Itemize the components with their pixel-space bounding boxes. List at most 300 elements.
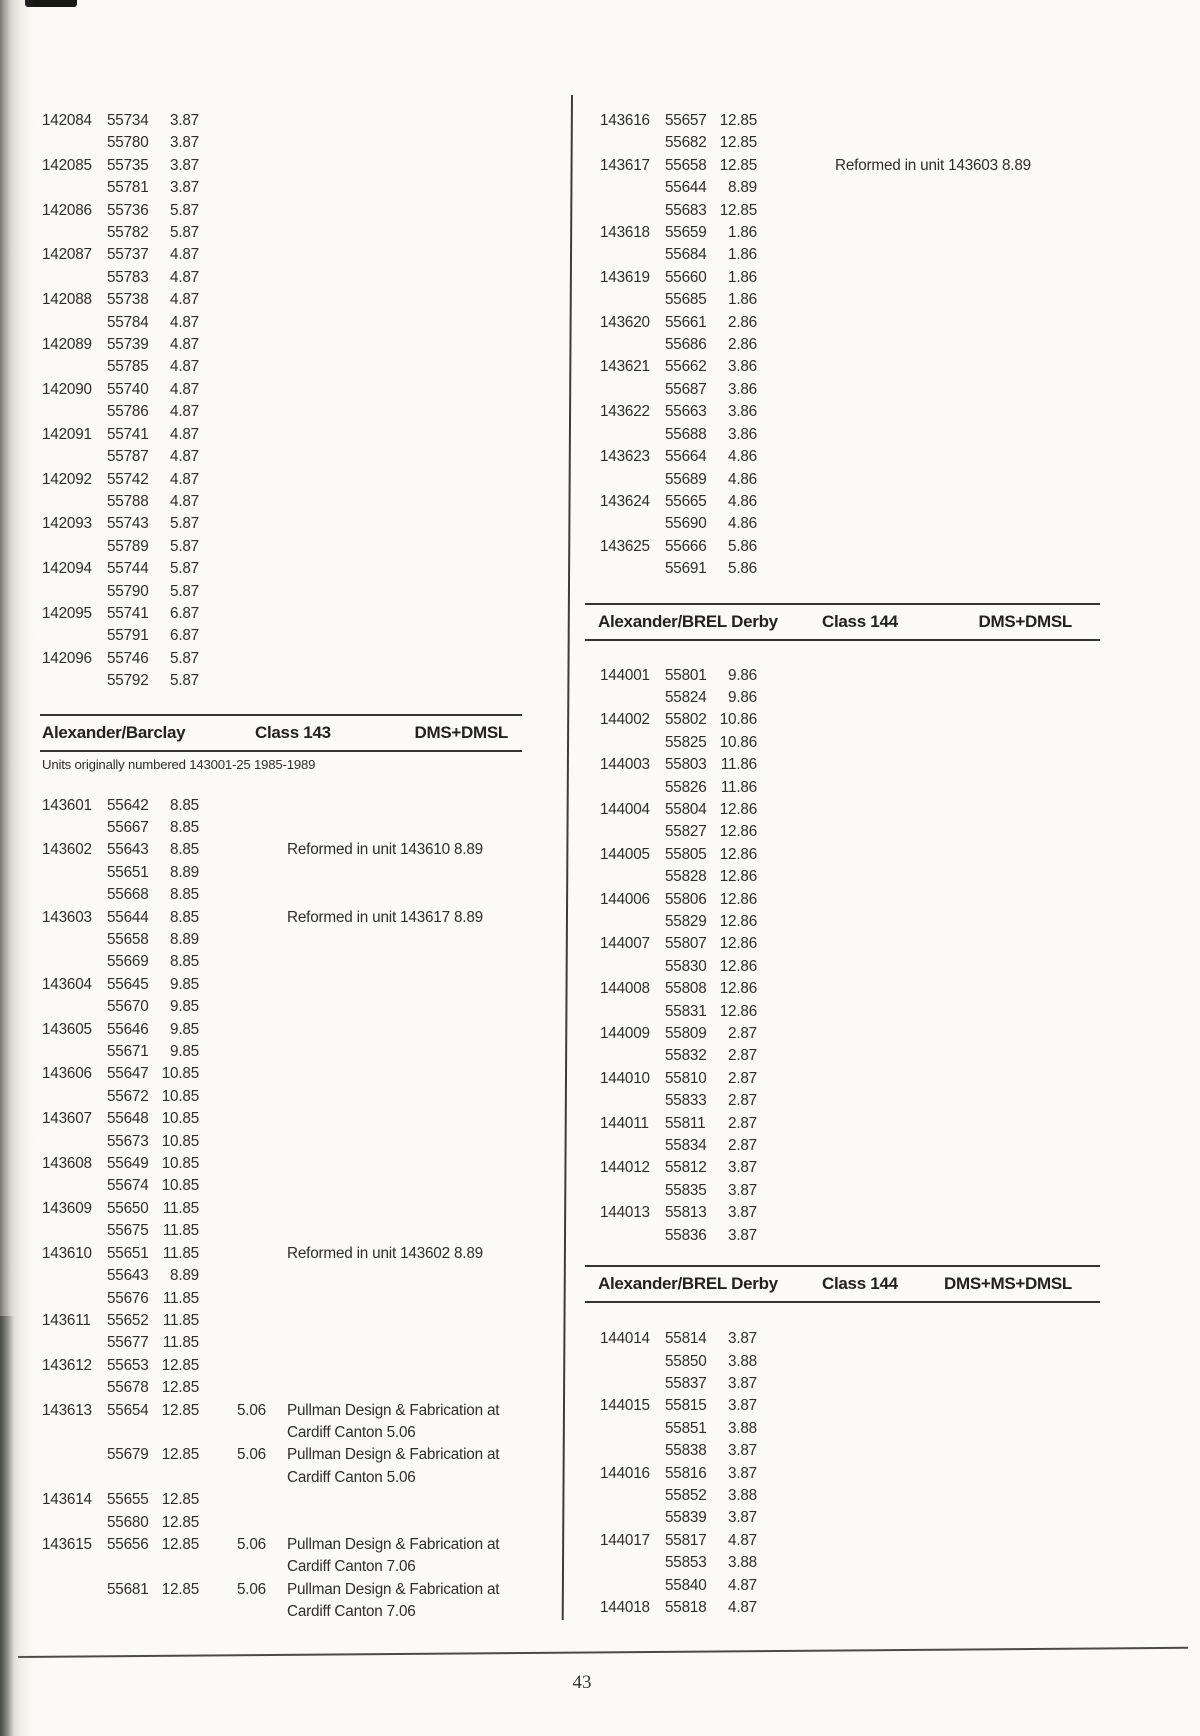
car-number: 55737: [107, 246, 149, 264]
delivery-date: 3.86: [728, 425, 757, 443]
delivery-date: 12.86: [719, 890, 757, 908]
car-number: 55684: [665, 246, 707, 264]
car-number: 55738: [107, 291, 149, 309]
car-number: 55654: [107, 1401, 149, 1419]
note-date: 5.06: [237, 1580, 266, 1598]
delivery-date: 5.87: [170, 224, 199, 242]
car-number: 55836: [665, 1226, 707, 1244]
note-date: 5.06: [237, 1446, 266, 1464]
table-row: [600, 177, 1100, 199]
table-row: [42, 884, 522, 906]
car-number: 55672: [107, 1087, 149, 1105]
table-row: [600, 1001, 1100, 1023]
table-row: [600, 558, 1100, 580]
table-row: [42, 312, 522, 334]
delivery-date: 8.85: [170, 796, 199, 814]
delivery-date: 3.87: [728, 1330, 757, 1348]
unit-rows-block: [585, 665, 1100, 1248]
section-header: [40, 714, 522, 752]
delivery-date: 3.86: [728, 380, 757, 398]
car-number: 55804: [665, 800, 707, 818]
unit-number: 142086: [42, 201, 92, 219]
table-row: [42, 1265, 522, 1287]
unit-number: 143625: [600, 537, 650, 555]
delivery-date: 12.85: [161, 1379, 199, 1397]
car-number: 55818: [665, 1598, 707, 1616]
delivery-date: 2.87: [728, 1069, 757, 1087]
table-row: [600, 289, 1100, 311]
unit-number: 142091: [42, 425, 92, 443]
unit-number: 142094: [42, 560, 92, 578]
table-row: [600, 200, 1100, 222]
delivery-date: 8.85: [170, 841, 199, 859]
builder-name: Alexander/BREL Derby: [598, 1274, 778, 1294]
car-number: 55813: [665, 1204, 707, 1222]
unit-number: 143603: [42, 908, 92, 926]
table-row: [42, 1086, 522, 1108]
delivery-date: 4.87: [170, 403, 199, 421]
table-row: [42, 132, 522, 154]
delivery-date: 2.87: [728, 1092, 757, 1110]
table-row: [600, 866, 1100, 888]
car-number: 55839: [665, 1509, 707, 1527]
table-row: [42, 469, 522, 491]
delivery-date: 12.85: [161, 1356, 199, 1374]
delivery-date: 5.87: [170, 560, 199, 578]
table-row: [600, 911, 1100, 933]
car-number: 55667: [107, 818, 149, 836]
table-row: [600, 513, 1100, 535]
unit-number: 144010: [600, 1069, 650, 1087]
car-number: 55827: [665, 823, 707, 841]
car-number: 55852: [665, 1486, 707, 1504]
table-row: [600, 1113, 1100, 1135]
car-number: 55663: [665, 403, 707, 421]
table-row: [600, 732, 1100, 754]
unit-number: 144009: [600, 1025, 650, 1043]
unit-number: 143612: [42, 1356, 92, 1374]
car-number: 55850: [665, 1352, 707, 1370]
note-text: Reformed in unit 143602 8.89: [287, 1244, 483, 1262]
table-row: [42, 648, 522, 670]
table-row: [600, 978, 1100, 1000]
car-number: 55690: [665, 515, 707, 533]
section: [40, 714, 522, 775]
table-row: [42, 625, 522, 647]
delivery-date: 12.85: [719, 134, 757, 152]
delivery-date: 3.87: [170, 156, 199, 174]
delivery-date: 3.88: [728, 1419, 757, 1437]
car-number: 55782: [107, 224, 149, 242]
car-number: 55825: [665, 733, 707, 751]
delivery-date: 9.85: [170, 998, 199, 1016]
unit-number: 143605: [42, 1020, 92, 1038]
car-number: 55735: [107, 156, 149, 174]
unit-number: 142088: [42, 291, 92, 309]
delivery-date: 8.85: [170, 886, 199, 904]
unit-number: 142093: [42, 515, 92, 533]
delivery-date: 1.86: [728, 268, 757, 286]
car-number: 55790: [107, 582, 149, 600]
delivery-date: 5.87: [170, 537, 199, 555]
table-row: [600, 491, 1100, 513]
delivery-date: 12.85: [719, 156, 757, 174]
right-column: [585, 110, 1100, 1619]
table-row: [42, 974, 522, 996]
delivery-date: 3.87: [728, 1204, 757, 1222]
table-row: [600, 844, 1100, 866]
car-number: 55658: [665, 156, 707, 174]
car-number: 55646: [107, 1020, 149, 1038]
car-number: 55662: [665, 358, 707, 376]
unit-number: 143609: [42, 1199, 92, 1217]
car-number: 55680: [107, 1513, 149, 1531]
car-number: 55656: [107, 1535, 149, 1553]
unit-number: 142085: [42, 156, 92, 174]
car-number: 55642: [107, 796, 149, 814]
delivery-date: 12.85: [161, 1401, 199, 1419]
delivery-date: 10.85: [161, 1155, 199, 1173]
car-number: 55780: [107, 134, 149, 152]
car-number: 55644: [665, 179, 707, 197]
note-text: Reformed in unit 143610 8.89: [287, 841, 483, 859]
delivery-date: 4.86: [728, 470, 757, 488]
table-row: [42, 1153, 522, 1175]
unit-number: 144015: [600, 1397, 650, 1415]
table-row: [600, 709, 1100, 731]
delivery-date: 4.87: [170, 470, 199, 488]
delivery-date: 11.85: [162, 1311, 199, 1329]
delivery-date: 12.85: [161, 1446, 199, 1464]
delivery-date: 3.87: [728, 1464, 757, 1482]
car-number: 55834: [665, 1137, 707, 1155]
delivery-date: 4.86: [728, 515, 757, 533]
delivery-date: 3.87: [728, 1159, 757, 1177]
delivery-date: 5.87: [170, 515, 199, 533]
car-number: 55833: [665, 1092, 707, 1110]
delivery-date: 5.87: [170, 582, 199, 600]
table-row: [600, 777, 1100, 799]
car-number: 55659: [665, 224, 707, 242]
table-row: [42, 1355, 522, 1377]
delivery-date: 2.86: [728, 313, 757, 331]
table-row: [42, 267, 522, 289]
formation-label: DMS+DMSL: [978, 611, 1072, 631]
delivery-date: 3.87: [728, 1181, 757, 1199]
table-row: [600, 1068, 1100, 1090]
unit-number: 144016: [600, 1464, 650, 1482]
table-row: [42, 581, 522, 603]
left-column: [40, 110, 522, 1624]
car-number: 55817: [665, 1531, 707, 1549]
delivery-date: 3.86: [728, 358, 757, 376]
unit-number: 143617: [600, 156, 650, 174]
delivery-date: 9.86: [728, 688, 757, 706]
unit-number: 143622: [600, 403, 650, 421]
table-row: [600, 222, 1100, 244]
car-number: 55669: [107, 953, 149, 971]
table-row: [42, 862, 522, 884]
car-number: 55645: [107, 975, 149, 993]
delivery-date: 9.85: [170, 975, 199, 993]
delivery-date: 12.85: [719, 201, 757, 219]
note-text: Pullman Design & Fabrication at Cardiff Canton 7.06: [287, 1535, 500, 1576]
delivery-date: 12.86: [719, 935, 757, 953]
delivery-date: 8.85: [170, 908, 199, 926]
table-row: [600, 469, 1100, 491]
car-number: 55649: [107, 1155, 149, 1173]
scan-corner-mark: [25, 0, 77, 7]
car-number: 55787: [107, 448, 149, 466]
unit-number: 143608: [42, 1155, 92, 1173]
car-number: 55683: [665, 201, 707, 219]
unit-number: 143610: [42, 1244, 92, 1262]
table-row: [600, 1157, 1100, 1179]
car-number: 55643: [107, 841, 149, 859]
car-number: 55657: [665, 112, 707, 129]
delivery-date: 10.85: [161, 1087, 199, 1105]
delivery-date: 12.86: [719, 800, 757, 818]
table-row: [42, 1534, 522, 1579]
table-row: [600, 1351, 1100, 1373]
car-number: 55647: [107, 1065, 149, 1083]
delivery-date: 2.86: [728, 336, 757, 354]
table-row: [42, 1131, 522, 1153]
table-row: [42, 670, 522, 692]
car-number: 55812: [665, 1159, 707, 1177]
car-number: 55644: [107, 908, 149, 926]
table-row: [42, 446, 522, 468]
unit-number: 144014: [600, 1330, 650, 1348]
car-number: 55675: [107, 1222, 149, 1240]
unit-number: 144017: [600, 1531, 650, 1549]
table-row: [42, 907, 522, 929]
unit-number: 143624: [600, 492, 650, 510]
table-row: [600, 155, 1100, 177]
unit-number: 143621: [600, 358, 650, 376]
delivery-date: 11.85: [162, 1222, 199, 1240]
delivery-date: 11.86: [720, 778, 757, 796]
delivery-date: 12.85: [161, 1513, 199, 1531]
delivery-date: 3.87: [728, 1509, 757, 1527]
car-number: 55673: [107, 1132, 149, 1150]
table-row: [42, 491, 522, 513]
unit-number: 143601: [42, 796, 92, 814]
car-number: 55805: [665, 845, 707, 863]
table-row: [42, 1332, 522, 1354]
table-row: [42, 1108, 522, 1130]
car-number: 55651: [107, 1244, 149, 1262]
delivery-date: 11.85: [162, 1244, 199, 1262]
class-label: Class 144: [822, 611, 898, 631]
table-row: [42, 996, 522, 1018]
delivery-date: 8.85: [170, 818, 199, 836]
formation-label: DMS+MS+DMSL: [944, 1274, 1072, 1294]
delivery-date: 3.87: [170, 112, 199, 129]
car-number: 55803: [665, 756, 707, 774]
unit-number: 143611: [42, 1311, 91, 1329]
table-row: [600, 1180, 1100, 1202]
unit-number: 142084: [42, 112, 92, 129]
car-number: 55648: [107, 1110, 149, 1128]
delivery-date: 11.85: [162, 1289, 199, 1307]
table-row: [600, 379, 1100, 401]
car-number: 55668: [107, 886, 149, 904]
delivery-date: 10.85: [161, 1177, 199, 1195]
delivery-date: 2.87: [728, 1025, 757, 1043]
car-number: 55830: [665, 957, 707, 975]
car-number: 55676: [107, 1289, 149, 1307]
table-row: [42, 379, 522, 401]
delivery-date: 4.87: [170, 358, 199, 376]
table-row: [600, 1045, 1100, 1067]
car-number: 55789: [107, 537, 149, 555]
unit-number: 144013: [600, 1204, 650, 1222]
delivery-date: 1.86: [728, 291, 757, 309]
table-row: [42, 356, 522, 378]
car-number: 55743: [107, 515, 149, 533]
car-number: 55651: [107, 863, 149, 881]
delivery-date: 3.88: [728, 1554, 757, 1572]
delivery-date: 12.85: [161, 1580, 199, 1598]
table-row: [42, 222, 522, 244]
car-number: 55741: [107, 604, 149, 622]
section: [585, 1265, 1100, 1303]
scan-edge-shadow-bottom: [0, 1316, 16, 1736]
delivery-date: 11.85: [162, 1199, 199, 1217]
car-number: 55670: [107, 998, 149, 1016]
table-row: [600, 1575, 1100, 1597]
delivery-date: 12.86: [719, 1002, 757, 1020]
car-number: 55791: [107, 627, 149, 645]
car-number: 55681: [107, 1580, 149, 1598]
delivery-date: 5.87: [170, 649, 199, 667]
delivery-date: 10.85: [161, 1110, 199, 1128]
table-row: [42, 244, 522, 266]
delivery-date: 2.87: [728, 1047, 757, 1065]
delivery-date: 11.85: [162, 1334, 199, 1352]
delivery-date: 12.86: [719, 957, 757, 975]
delivery-date: 4.86: [728, 448, 757, 466]
unit-number: 143604: [42, 975, 92, 993]
car-number: 55824: [665, 688, 707, 706]
section: [585, 603, 1100, 641]
car-number: 55685: [665, 291, 707, 309]
car-number: 55666: [665, 537, 707, 555]
car-number: 55660: [665, 268, 707, 286]
delivery-date: 6.87: [170, 604, 199, 622]
unit-number: 142090: [42, 380, 92, 398]
car-number: 55840: [665, 1576, 707, 1594]
delivery-date: 8.89: [170, 931, 199, 948]
car-number: 55838: [665, 1442, 707, 1460]
car-number: 55653: [107, 1356, 149, 1374]
delivery-date: 10.85: [161, 1132, 199, 1150]
car-number: 55678: [107, 1379, 149, 1397]
delivery-date: 5.86: [728, 537, 757, 555]
car-number: 55806: [665, 890, 707, 908]
table-row: [600, 1530, 1100, 1552]
delivery-date: 2.87: [728, 1137, 757, 1155]
car-number: 55739: [107, 336, 149, 354]
table-row: [42, 558, 522, 580]
unit-number: 142087: [42, 246, 92, 264]
note-date: 5.06: [237, 1535, 266, 1553]
class-label: Class 144: [822, 1274, 898, 1294]
delivery-date: 4.87: [170, 336, 199, 354]
unit-number: 143614: [42, 1491, 92, 1509]
delivery-date: 4.87: [728, 1531, 757, 1549]
builder-name: Alexander/BREL Derby: [598, 611, 778, 631]
unit-number: 144011: [600, 1114, 649, 1132]
delivery-date: 10.86: [719, 733, 757, 751]
unit-number: 143619: [600, 268, 650, 286]
car-number: 55661: [665, 313, 707, 331]
table-row: [42, 200, 522, 222]
car-number: 55665: [665, 492, 707, 510]
section-subtitle: Units originally numbered 143001-25 1985-1989: [42, 756, 316, 772]
table-row: [42, 1444, 522, 1489]
unit-number: 143618: [600, 224, 650, 242]
builder-name: Alexander/Barclay: [42, 722, 186, 742]
table-row: [42, 929, 522, 951]
delivery-date: 3.87: [170, 179, 199, 197]
delivery-date: 4.87: [170, 380, 199, 398]
car-number: 55650: [107, 1199, 149, 1217]
table-row: [600, 889, 1100, 911]
car-number: 55808: [665, 980, 707, 998]
delivery-date: 9.85: [170, 1043, 199, 1061]
unit-number: 144001: [600, 666, 650, 684]
table-row: [42, 1243, 522, 1265]
car-number: 55837: [665, 1374, 707, 1392]
table-row: [600, 956, 1100, 978]
delivery-date: 5.87: [170, 672, 199, 690]
car-number: 55682: [665, 134, 707, 152]
delivery-date: 8.89: [170, 1267, 199, 1285]
table-row: [42, 177, 522, 199]
unit-number: 143613: [42, 1401, 92, 1419]
delivery-date: 12.86: [719, 980, 757, 998]
unit-number: 143620: [600, 313, 650, 331]
table-row: [600, 1202, 1100, 1224]
car-number: 55664: [665, 448, 707, 466]
car-number: 55781: [107, 179, 149, 197]
table-row: [42, 951, 522, 973]
table-row: [600, 1373, 1100, 1395]
car-number: 55688: [665, 425, 707, 443]
car-number: 55746: [107, 649, 149, 667]
delivery-date: 10.86: [719, 711, 757, 729]
unit-number: 144006: [600, 890, 650, 908]
table-row: [42, 839, 522, 861]
table-row: [42, 1400, 522, 1445]
car-number: 55811: [665, 1114, 706, 1132]
table-row: [600, 132, 1100, 154]
car-number: 55809: [665, 1025, 707, 1043]
table-row: [42, 513, 522, 535]
car-number: 55691: [665, 560, 707, 578]
unit-number: 144012: [600, 1159, 650, 1177]
table-row: [600, 110, 1100, 132]
car-number: 55815: [665, 1397, 707, 1415]
note-text: Pullman Design & Fabrication at Cardiff Canton 5.06: [287, 1401, 500, 1441]
car-number: 55826: [665, 778, 707, 796]
footer-rule: [18, 1647, 1188, 1658]
car-number: 55741: [107, 425, 149, 443]
table-row: [42, 536, 522, 558]
table-row: [600, 424, 1100, 446]
